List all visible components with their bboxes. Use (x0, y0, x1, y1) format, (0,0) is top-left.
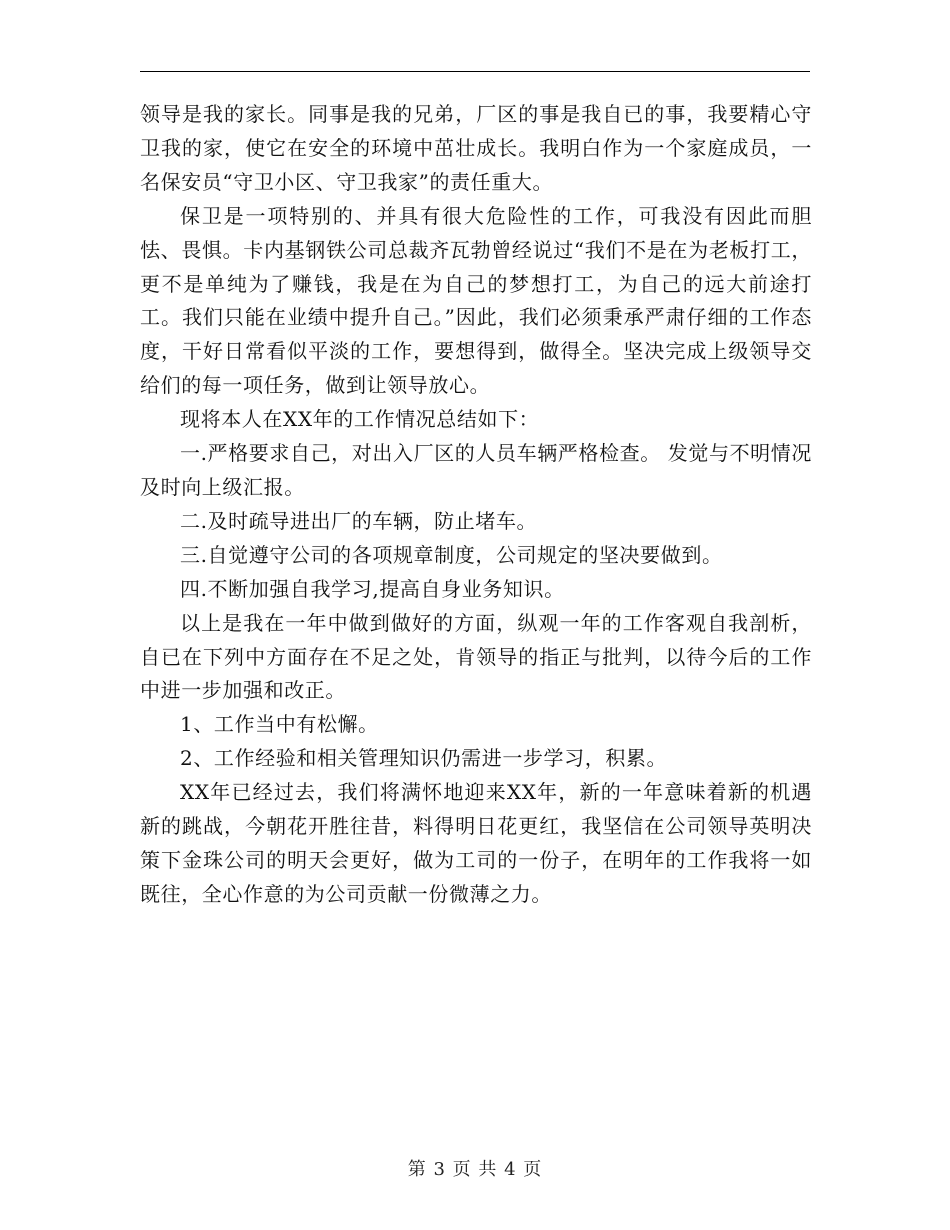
paragraph-6: 三.自觉遵守公司的各项规章制度，公司规定的坚决要做到。 (180, 542, 723, 567)
document-body (140, 98, 812, 912)
paragraph-8: 以上是我在一年中做到做好的方面，纵观一年的工作客观自我剖析，自已在下列中方面存在不足之处，肯领导的指正与批判，以待今后的工作中进一步加强和改正。 (140, 610, 812, 703)
page-number-footer: 第 3 页 共 4 页 (407, 1159, 543, 1180)
paragraph-11: XX年已经过去，我们将满怀地迎来XX年，新的一年意味着新的机遇新的跳战，今朝花开胜往昔，料得明日花更红，我坚信在公司领导英明决策下金珠公司的明天会更好，做为工司的一份子，在明年的工作我将一如既往，全心作意的为公司贡献一份微薄之力。 (140, 780, 812, 906)
paragraph-3: 现将本人在XX年的工作情况总结如下： (180, 407, 540, 432)
header-rule (140, 71, 810, 72)
paragraph-4: 一.严格要求自己，对出入厂区的人员车辆严格检查。 发觉与不明情况及时向上级汇报。 (140, 441, 812, 499)
paragraph-9: 1、工作当中有松懈。 (180, 712, 379, 737)
paragraph-1: 领导是我的家长。同事是我的兄弟，厂区的事是我自已的事，我要精心守卫我的家，使它在安全的环境中茁壮成长。我明白作为一个家庭成员，一名保安员“守卫小区、守卫我家”的责任重大。 (140, 102, 812, 194)
paragraph-5: 二.及时疏导进出厂的车辆，防止堵车。 (180, 508, 538, 533)
paragraph-2: 保卫是一项特别的、并具有很大危险性的工作，可我没有因此而胆怯、畏惧。卡内基钢铁公司总裁齐瓦勃曾经说过“我们不是在为老板打工，更不是单纯为了赚钱，我是在为自己的梦想打工，为自己的远大前途打工。我们只能在业绩中提升自己。”因此，我们必须秉承严肃仔细的工作态度，干好日常看似平淡的工作，要想得到，做得全。坚决完成上级领导交给们的每一项任务，做到让领导放心。 (140, 203, 812, 398)
paragraph-7: 四.不断加强自我学习,提高自身业务知识。 (180, 576, 565, 601)
paragraph-10: 2、工作经验和相关管理知识仍需进一步学习，积累。 (180, 746, 668, 771)
